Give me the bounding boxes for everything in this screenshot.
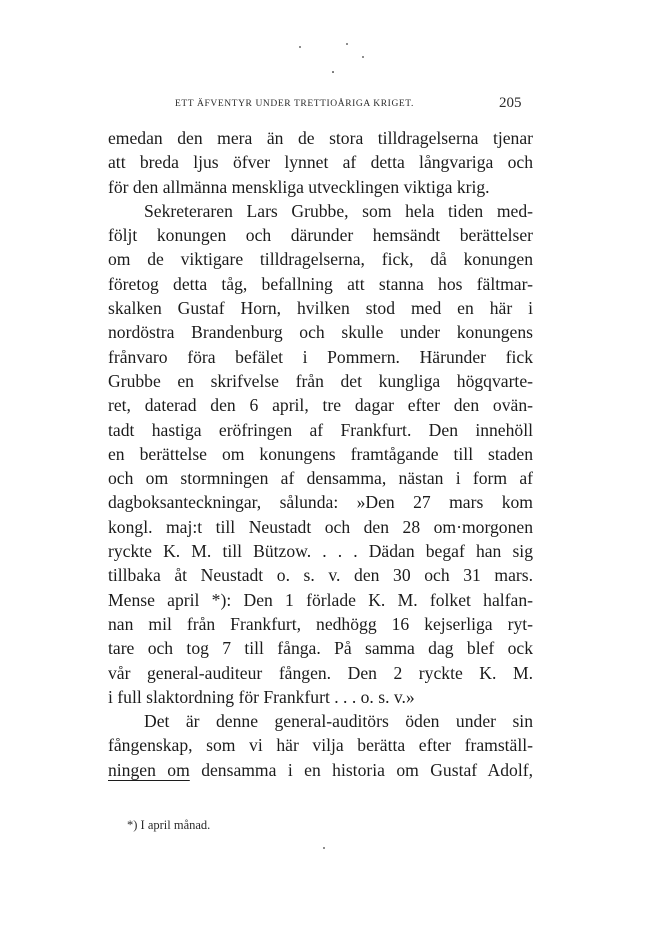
text-line-last <box>108 758 533 782</box>
text-line: tillbaka åt Neustadt o. s. v. den 30 och 31 mars. <box>108 565 533 586</box>
text-line: Mense april *): Den 1 förlade K. M. folket halfan- <box>108 589 533 610</box>
body-text <box>108 126 533 782</box>
scan-speck <box>299 46 301 48</box>
scan-speck <box>332 71 334 73</box>
text-line: i full slaktordning för Frankfurt . . . o. s. v.» <box>108 686 415 707</box>
scan-speck <box>346 43 348 45</box>
text-line: ryckte K. M. till Bützow. . . . Dädan begaf han sig <box>108 541 533 562</box>
text-line-rest: densamma i en historia om Gustaf Adolf, <box>189 759 534 780</box>
text-line: Det är denne general-auditörs öden under sin <box>144 711 533 732</box>
text-line: tadt hastiga eröfringen af Frankfurt. Den innehöll <box>108 419 533 440</box>
text-line: och om stormningen af densamma, nästan i form af <box>108 468 533 489</box>
text-line: skalken Gustaf Horn, hvilken stod med en här i <box>108 298 533 319</box>
text-line: Grubbe en skrifvelse från det kungliga högqvarte- <box>108 370 533 391</box>
text-line: ret, daterad den 6 april, tre dagar efter den ovän- <box>108 395 533 416</box>
text-line: Sekreteraren Lars Grubbe, som hela tiden med- <box>144 200 533 221</box>
text-line: kongl. maj:t till Neustadt och den 28 om·morgonen <box>108 516 533 537</box>
text-line: nordöstra Brandenburg och skulle under konungens <box>108 322 533 343</box>
scan-speck <box>323 847 325 849</box>
text-line: emedan den mera än de stora tilldragelserna tjenar <box>108 128 533 148</box>
text-line: följt konungen och därunder hemsändt berättelser <box>108 225 533 246</box>
text-line: dagboksanteckningar, sålunda: »Den 27 mars kom <box>108 492 533 513</box>
text-line: företog detta tåg, befallning att stanna hos fältmar- <box>108 273 533 294</box>
page-number: 205 <box>499 95 522 111</box>
text-line: fångenskap, som vi här vilja berätta efter framställ- <box>108 735 533 756</box>
text-line: nan mil från Frankfurt, nedhögg 16 kejserliga ryt- <box>108 613 533 634</box>
text-line: tare och tog 7 till fånga. På samma dag blef ock <box>108 638 533 659</box>
text-line: att breda ljus öfver lynnet af detta långvariga och <box>108 152 533 173</box>
text-line: vår general-auditeur fången. Den 2 ryckte K. M. <box>108 662 533 683</box>
underlined-phrase: ningen om <box>108 759 190 780</box>
footnote: *) I april månad. <box>127 818 211 832</box>
text-line: för den allmänna menskliga utvecklingen viktiga krig. <box>108 176 490 197</box>
text-line: en berättelse om konungens framtågande till staden <box>108 443 533 464</box>
scan-speck <box>362 56 364 58</box>
text-line: frånvaro föra befälet i Pommern. Härunder fick <box>108 346 533 367</box>
text-line: om de viktigare tilldragelserna, fick, då konungen <box>108 249 533 270</box>
running-title: ETT ÄFVENTYR UNDER TRETTIOÅRIGA KRIGET. <box>175 99 414 109</box>
